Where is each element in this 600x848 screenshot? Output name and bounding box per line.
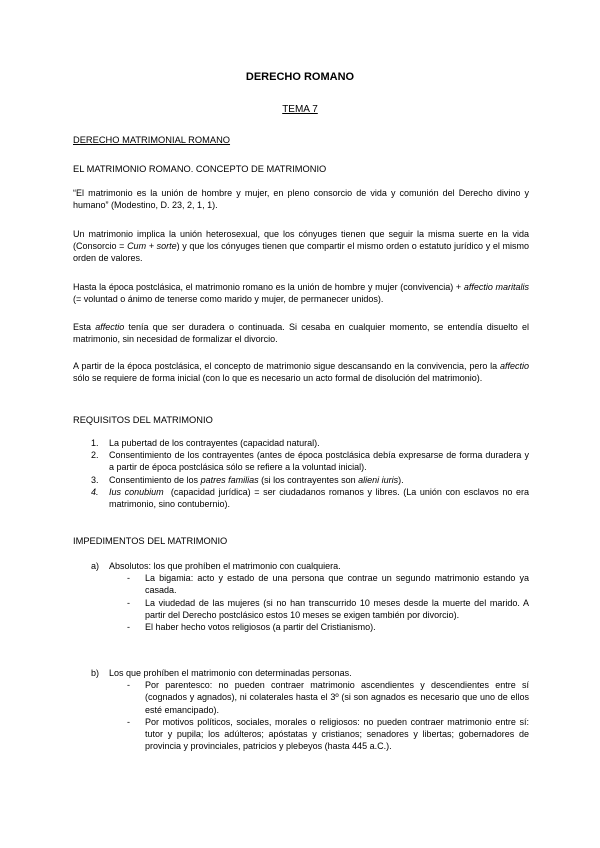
requisitos-list (73, 437, 532, 510)
text: tenía que ser duradera o continuada. Si cesaba en cualquier momento, se entendía disuelto el matrimonio, sin necesidad de formalizar el divorcio. (73, 322, 529, 345)
item-text: (si los contrayentes son (258, 474, 359, 485)
item-text: ). (398, 474, 404, 485)
text: sólo se requiere de forma inicial (con lo que es necesario un acto formal de disolución del matrimonio). (73, 373, 483, 384)
item-text: Absolutos: los que prohíben el matrimonio con cualquiera. (109, 561, 341, 571)
dash-bullet: - (127, 597, 130, 608)
text: Esta (73, 322, 96, 332)
document-title: DERECHO ROMANO (245, 71, 355, 83)
dash-bullet: - (127, 573, 130, 584)
italic-text: Cum + sorte (127, 241, 177, 252)
dash-bullet: - (127, 680, 130, 691)
item-text: La viudedad de las mujeres (si no han transcurrido 10 meses desde la muerte del marido. A partir del Derecho postclásico estos 10 meses se exigen también por divorcio). (145, 597, 529, 620)
list-item (73, 679, 529, 716)
item-text: La pubertad de los contrayentes (capacidad natural). (109, 438, 320, 448)
italic-text: affectio (499, 361, 529, 371)
item-number: 1. (91, 438, 99, 448)
item-text: El haber hecho votos religiosos (a partir del Cristianismo). (145, 622, 376, 633)
list-item (73, 486, 532, 510)
subsection-heading (73, 560, 529, 572)
text: Un matrimonio implica la unión heterosexual, que los cónyuges tienen que seguir la misma suerte en la vida (Consorcio = (73, 229, 529, 252)
item-letter: b) (91, 668, 100, 678)
item-text: La bigamia: acto y estado de una persona que contrae un segundo matrimonio estando ya casada. (145, 573, 529, 596)
subsection-heading (73, 667, 529, 679)
list-item (73, 449, 529, 473)
list-item (73, 597, 529, 621)
list-item (73, 474, 529, 486)
paragraph-definicion: “El matrimonio es la unión de hombre y mujer, en pleno consorcio de vida y comunión del Derecho divino y humano” (Modestino, D. 23, 2, 1, 1). (73, 188, 529, 211)
italic-text: patres familias (200, 474, 259, 485)
item-text: Consentimiento de los (109, 474, 201, 485)
text: ) y que los cónyuges tienen que compartir el mismo orden o estatuto jurídico y el mismo orden de valores. (73, 241, 529, 264)
text: (= voluntad o ánimo de tenerse como marido y mujer, de permanecer unidos). (73, 294, 384, 305)
paragraph-affectio (73, 321, 529, 345)
relativos-list (73, 679, 529, 752)
list-item (73, 621, 529, 633)
item-number: 4. (91, 486, 99, 497)
italic-text: Ius conubium (109, 486, 164, 497)
paragraph-union-heterosexual (73, 228, 529, 265)
italic-text: affectio (95, 322, 125, 332)
tema-heading: TEMA 7 (282, 104, 318, 115)
item-text: Por parentesco: no pueden contraer matrimonio ascendientes y descendientes entre sí (cognados y agnados), ni colaterales hasta el 3º (si son agnados es necesario que uno de ellos esté emancipado). (145, 680, 529, 715)
item-number: 3. (91, 474, 99, 485)
item-letter: a) (91, 561, 100, 571)
item-text: Los que prohíben el matrimonio con determinadas personas. (109, 668, 352, 678)
list-item (73, 572, 529, 596)
list-item (73, 437, 529, 449)
section-impedimentos: IMPEDIMENTOS DEL MATRIMONIO (73, 536, 228, 546)
absolutos-list (73, 572, 529, 633)
impedimentos-relativos (73, 667, 529, 753)
paragraph-postclasica (73, 360, 529, 384)
dash-bullet: - (127, 622, 130, 633)
section-derecho-matrimonial: DERECHO MATRIMONIAL ROMANO (73, 135, 231, 145)
paragraph-epoca-clasica (73, 281, 529, 305)
item-text: (capacidad jurídica) = ser ciudadanos romanos y libres. (La unión con esclavos no era matrimonio, sino contubernio). (109, 486, 532, 510)
list-item (73, 716, 529, 753)
section-concepto: EL MATRIMONIO ROMANO. CONCEPTO DE MATRIMONIO (73, 164, 327, 174)
text: A partir de la época postclásica, el concepto de matrimonio sigue descansando en la convivencia, pero la (73, 361, 500, 371)
text: Hasta la época postclásica, el matrimonio romano es la unión de hombre y mujer (convivencia) + (73, 282, 464, 292)
impedimentos-absolutos (73, 560, 529, 633)
italic-text: alieni iuris (358, 474, 399, 485)
item-number: 2. (91, 450, 99, 461)
italic-text: affectio maritalis (463, 282, 529, 292)
dash-bullet: - (127, 716, 130, 727)
section-requisitos: REQUISITOS DEL MATRIMONIO (73, 415, 213, 425)
item-text: Por motivos políticos, sociales, morales o religiosos: no pueden contraer matrimonio entre sí: tutor y pupila; los adúlteros; apóstatas y cristianos; senadores y libertas; gobernadores de provincia y provinciales, patricios y plebeyos (hasta 445 a.C.). (145, 716, 529, 752)
item-text: Consentimiento de los contrayentes (antes de época postclásica debía expresarse de forma duradera y a partir de época postclásica sólo se refiere a la voluntad inicial). (109, 450, 529, 473)
